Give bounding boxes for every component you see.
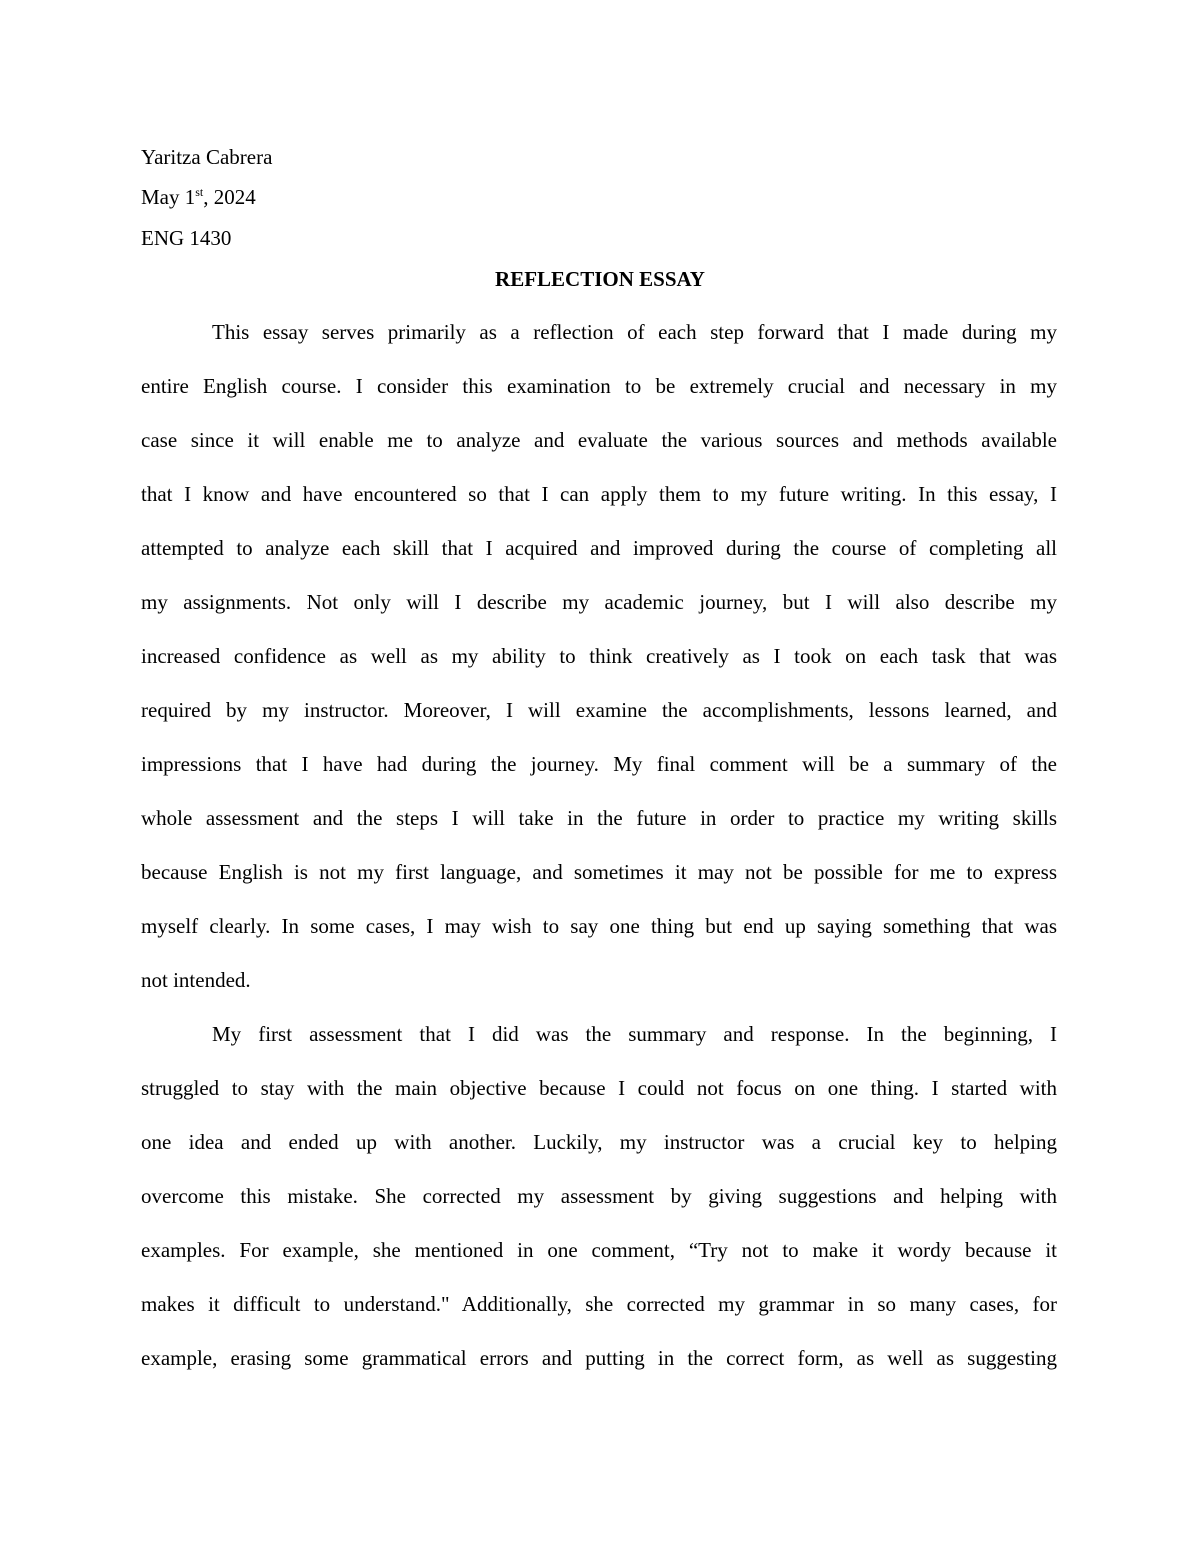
paragraph-line: that I know and have encountered so that I can apply them to my future writing. In this essay, I [141,482,1057,506]
paragraph-line: This essay serves primarily as a reflection of each step forward that I made during my [212,320,1057,344]
paragraph-line: impressions that I have had during the journey. My final comment will be a summary of the [141,752,1057,776]
paragraph-line: overcome this mistake. She corrected my assessment by giving suggestions and helping with [141,1184,1057,1208]
author-name: Yaritza Cabrera [141,145,273,169]
paragraph-line: my assignments. Not only will I describe my academic journey, but I will also describe my [141,590,1057,614]
paragraph-line: myself clearly. In some cases, I may wish to say one thing but end up saying something that was [141,914,1057,938]
date-prefix: May 1 [141,185,196,209]
paragraph-line: case since it will enable me to analyze and evaluate the various sources and methods available [141,428,1057,452]
paragraph-line: My first assessment that I did was the summary and response. In the beginning, I [212,1022,1057,1046]
paragraph-line: examples. For example, she mentioned in one comment, “Try not to make it wordy because it [141,1238,1057,1262]
paragraph-line: makes it difficult to understand." Additionally, she corrected my grammar in so many cases, for [141,1292,1057,1316]
essay-date [141,185,256,209]
paragraph-line: attempted to analyze each skill that I acquired and improved during the course of completing all [141,536,1057,560]
date-ordinal: st [195,185,204,199]
paragraph-line: increased confidence as well as my ability to think creatively as I took on each task that was [141,644,1057,668]
paragraph-line: one idea and ended up with another. Luckily, my instructor was a crucial key to helping [141,1130,1057,1154]
paragraph-line: example, erasing some grammatical errors and putting in the correct form, as well as suggesting [141,1346,1057,1370]
essay-title: REFLECTION ESSAY [495,267,705,291]
course-code: ENG 1430 [141,226,232,250]
paragraph-line: required by my instructor. Moreover, I will examine the accomplishments, lessons learned, and [141,698,1057,722]
paragraph-line: entire English course. I consider this examination to be extremely crucial and necessary in my [141,374,1057,398]
paragraph-line: whole assessment and the steps I will take in the future in order to practice my writing skills [141,806,1057,830]
paragraph-line: struggled to stay with the main objective because I could not focus on one thing. I started with [141,1076,1057,1100]
date-suffix: , 2024 [203,185,256,209]
paragraph-line: because English is not my first language, and sometimes it may not be possible for me to express [141,860,1057,884]
paragraph-line: not intended. [141,968,251,992]
